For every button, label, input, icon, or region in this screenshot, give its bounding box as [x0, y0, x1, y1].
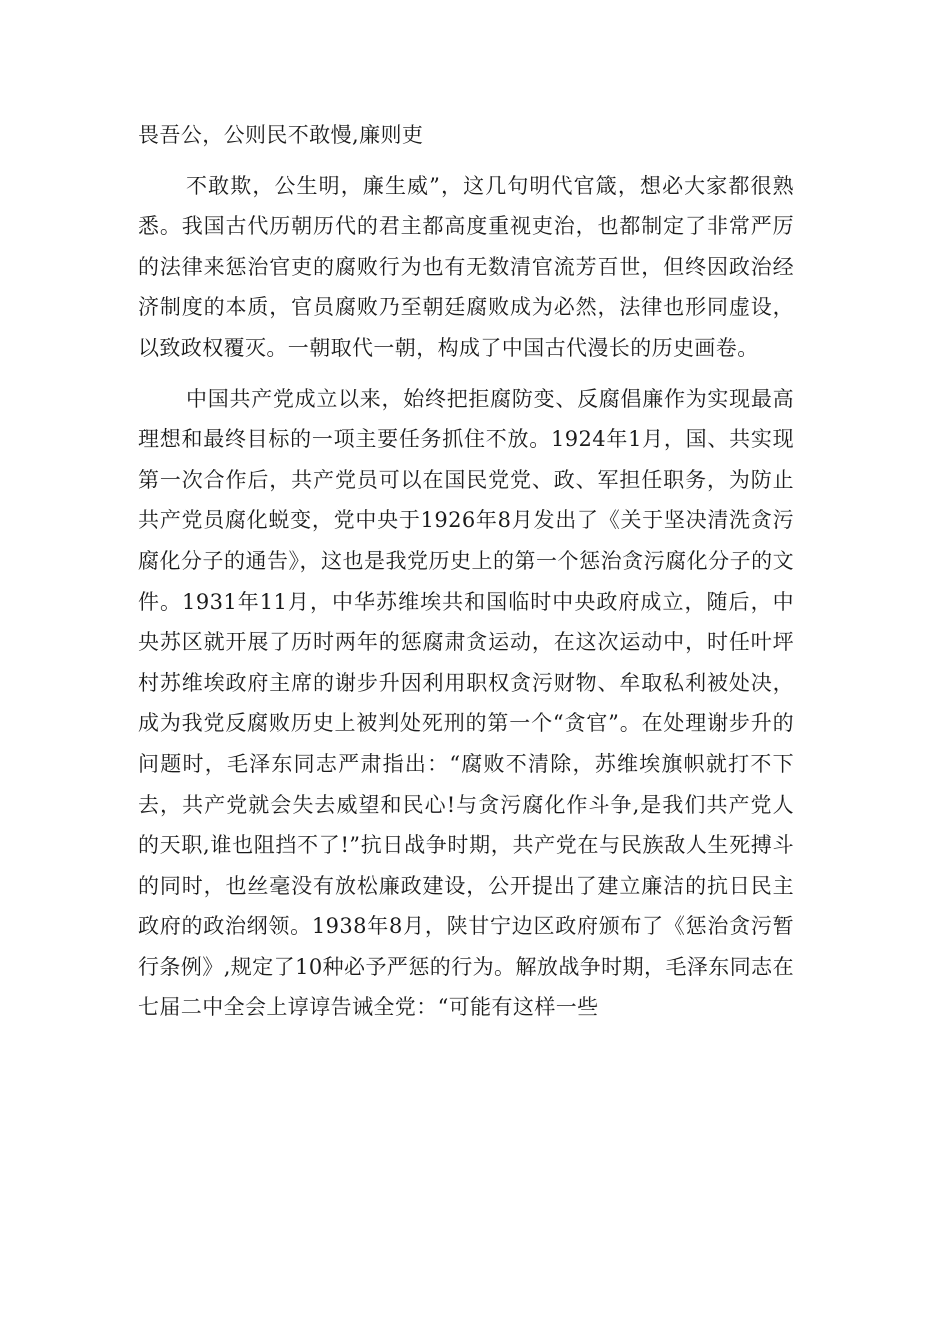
paragraph: 中国共产党成立以来，始终把拒腐防变、反腐倡廉作为实现最高理想和最终目标的一项主要任务抓住不放。1924年1月，国、共实现第一次合作后，共产党员可以在国民党党、政、军担任职务，为防止共产党员腐化蜕变，党中央于1926年8月发出了《关于坚决清洗贪污腐化分子的通告》，这也是我党历史上的第一个惩治贪污腐化分子的文件。1931年11月，中华苏维埃共和国临时中央政府成立，随后，中央苏区就开展了历时两年的惩腐肃贪运动，在这次运动中，时任叶坪村苏维埃政府主席的谢步升因利用职权贪污财物、牟取私利被处决，成为我党反腐败历史上被判处死刑的第一个“贪官”。在处理谢步升的问题时，毛泽东同志严肃指出：“腐败不清除，苏维埃旗帜就打不下去，共产党就会失去威望和民心!与贪污腐化作斗争,是我们共产党人的天职,谁也阻挡不了!”抗日战争时期，共产党在与民族敌人生死搏斗的同时，也丝毫没有放松廉政建设，公开提出了建立廉洁的抗日民主政府的政治纲领。1938年8月，陕甘宁边区政府颁布了《惩治贪污暂行条例》,规定了10种必予严惩的行为。解放战争时期，毛泽东同志在七届二中全会上谆谆告诫全党：“可能有这样一些 [138, 386, 794, 1020]
paragraph-fragment: 畏吾公，公则民不敢慢,廉则吏 [138, 123, 424, 147]
paragraph: 不敢欺，公生明，廉生威”，这几句明代官箴，想必大家都很熟悉。我国古代历朝历代的君主都高度重视吏治，也都制定了非常严厉的法律来惩治官吏的腐败行为也有无数清官流芳百世，但终因政治经济制度的本质，官员腐败乃至朝廷腐败成为必然，法律也形同虚设，以致政权覆灭。一朝取代一朝，构成了中国古代漫长的历史画卷。 [138, 173, 794, 360]
document-body [138, 115, 794, 1038]
